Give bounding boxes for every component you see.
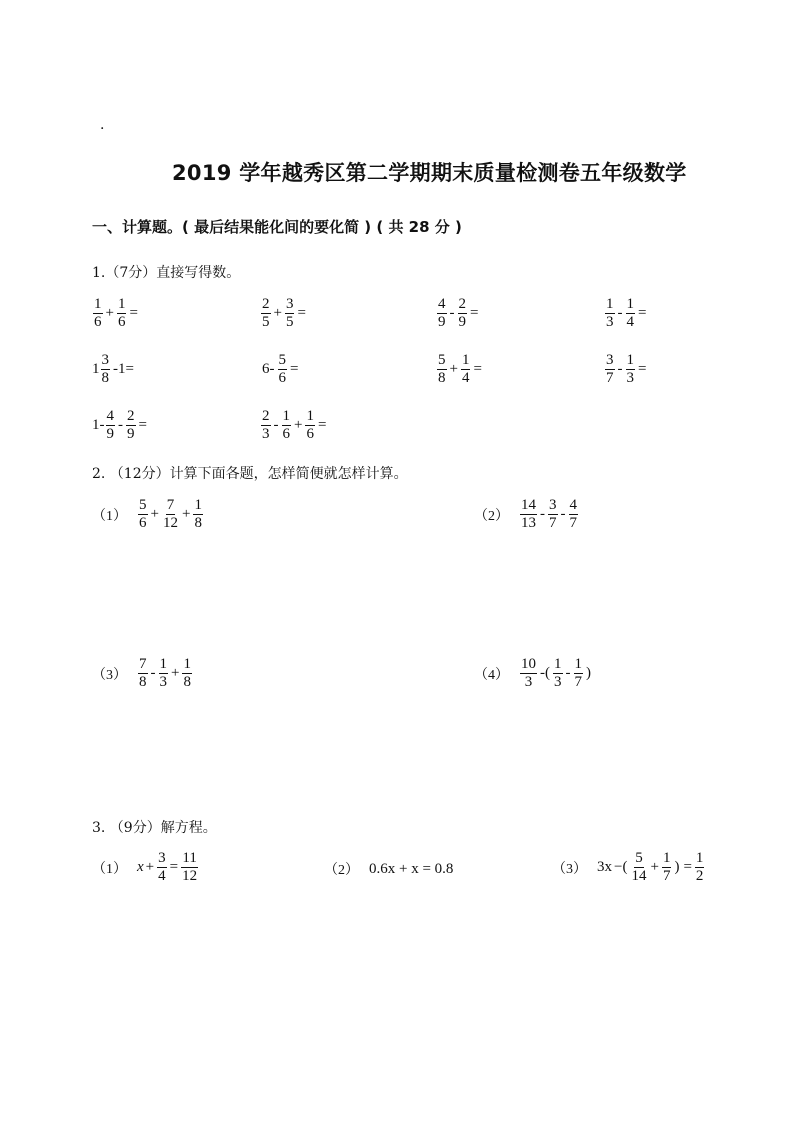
problem-label: （1） bbox=[92, 508, 127, 524]
fraction: $\frac{1}{6}$ bbox=[306, 408, 314, 442]
q2-problem-4: （4） $\frac{10}{3}$ -( $\frac{1}{3}$ - $\frac{1}{7}$ ) bbox=[474, 656, 591, 690]
fraction: $\frac{3}{7}$ bbox=[606, 352, 614, 386]
problem-label: （1） bbox=[92, 861, 127, 877]
fraction: $\frac{2}{5}$ bbox=[262, 296, 270, 330]
q1-item-9: 1- $\frac{4}{9}$ - $\frac{2}{9}$ = bbox=[92, 408, 147, 442]
problem-label: （2） bbox=[474, 508, 509, 524]
q3-equation-1: （1） x + $\frac{3}{4}$ = $\frac{11}{12}$ bbox=[92, 850, 198, 884]
page-title: 2019 学年越秀区第二学期期末质量检测卷五年级数学 bbox=[172, 161, 687, 185]
problem-label: （3） bbox=[92, 667, 127, 683]
q1-item-8: $\frac{3}{7}$ - $\frac{1}{3}$ = bbox=[606, 352, 647, 386]
q2-problem-3: （3） $\frac{7}{8}$ - $\frac{1}{3}$ + $\frac{1}{8}$ bbox=[92, 656, 191, 690]
fraction: $\frac{7}{12}$ bbox=[162, 497, 178, 531]
problem-label: （2） bbox=[324, 863, 359, 878]
fraction: $\frac{3}{4}$ bbox=[158, 850, 166, 884]
q1-item-3: $\frac{4}{9}$ - $\frac{2}{9}$ = bbox=[438, 296, 479, 330]
fraction: $\frac{1}{6}$ bbox=[117, 296, 126, 330]
fraction: $\frac{1}{8}$ bbox=[194, 497, 202, 531]
fraction: $\frac{1}{7}$ bbox=[662, 850, 671, 884]
fraction: $\frac{1}{6}$ bbox=[94, 296, 102, 330]
fraction: $\frac{5}{14}$ bbox=[631, 850, 647, 884]
q2-problem-2: （2） $\frac{14}{13}$ - $\frac{3}{7}$ - $\frac{4}{7}$ bbox=[474, 497, 577, 531]
fraction: $\frac{1}{3}$ bbox=[159, 656, 167, 690]
fraction: $\frac{1}{4}$ bbox=[461, 352, 470, 386]
fraction: $\frac{1}{7}$ bbox=[574, 656, 582, 690]
fraction: $\frac{1}{6}$ bbox=[282, 408, 290, 442]
fraction: $\frac{3}{5}$ bbox=[285, 296, 294, 330]
section-heading: 一、计算题。( 最后结果能化间的要化简 ) ( 共 28 分 ) bbox=[92, 218, 462, 236]
stray-dot: · bbox=[100, 121, 105, 137]
fraction: $\frac{1}{2}$ bbox=[695, 850, 704, 884]
fraction: $\frac{5}{6}$ bbox=[278, 352, 286, 386]
fraction: $\frac{2}{9}$ bbox=[127, 408, 135, 442]
q1-item-1: $\frac{1}{6}$ + $\frac{1}{6}$ = bbox=[94, 296, 138, 330]
fraction: $\frac{4}{7}$ bbox=[569, 497, 577, 531]
fraction: $\frac{3}{7}$ bbox=[549, 497, 557, 531]
q1-item-2: $\frac{2}{5}$ + $\frac{3}{5}$ = bbox=[262, 296, 306, 330]
fraction: $\frac{1}{3}$ bbox=[554, 656, 562, 690]
problem-label: （4） bbox=[474, 667, 509, 683]
fraction: $\frac{2}{3}$ bbox=[262, 408, 270, 442]
q1-item-5: 1 $\frac{3}{8}$ -1= bbox=[92, 352, 134, 386]
question-3-title: 3. （9分）解方程。 bbox=[92, 820, 217, 836]
fraction: $\frac{14}{13}$ bbox=[521, 497, 536, 531]
fraction: $\frac{11}{12}$ bbox=[182, 850, 198, 884]
fraction: $\frac{1}{3}$ bbox=[606, 296, 614, 330]
fraction: $\frac{4}{9}$ bbox=[106, 408, 114, 442]
question-1-title: 1.（7分）直接写得数。 bbox=[92, 265, 241, 281]
q1-item-7: $\frac{5}{8}$ + $\frac{1}{4}$ = bbox=[438, 352, 482, 386]
fraction: $\frac{10}{3}$ bbox=[521, 656, 536, 690]
q3-equation-3: （3） 3x −( $\frac{5}{14}$ + $\frac{1}{7}$ ) = $\frac{1}{2}$ bbox=[552, 850, 704, 884]
fraction: $\frac{5}{8}$ bbox=[438, 352, 446, 386]
q3-equation-2: （2） 0.6x + x = 0.8 bbox=[324, 860, 454, 878]
q1-item-4: $\frac{1}{3}$ - $\frac{1}{4}$ = bbox=[606, 296, 647, 330]
fraction: $\frac{1}{3}$ bbox=[626, 352, 634, 386]
fraction: $\frac{2}{9}$ bbox=[458, 296, 466, 330]
fraction: $\frac{4}{9}$ bbox=[438, 296, 446, 330]
fraction: $\frac{7}{8}$ bbox=[139, 656, 147, 690]
fraction: $\frac{3}{8}$ bbox=[101, 352, 109, 386]
fraction: $\frac{5}{6}$ bbox=[139, 497, 147, 531]
question-2-title: 2. （12分）计算下面各题，怎样简便就怎样计算。 bbox=[92, 466, 408, 482]
q1-item-6: 6- $\frac{5}{6}$ = bbox=[262, 352, 299, 386]
fraction: $\frac{1}{8}$ bbox=[183, 656, 191, 690]
q2-problem-1: （1） $\frac{5}{6}$ + $\frac{7}{12}$ + $\frac{1}{8}$ bbox=[92, 497, 202, 531]
problem-label: （3） bbox=[552, 861, 587, 877]
q1-item-10: $\frac{2}{3}$ - $\frac{1}{6}$ + $\frac{1}{6}$ = bbox=[262, 408, 327, 442]
fraction: $\frac{1}{4}$ bbox=[626, 296, 634, 330]
